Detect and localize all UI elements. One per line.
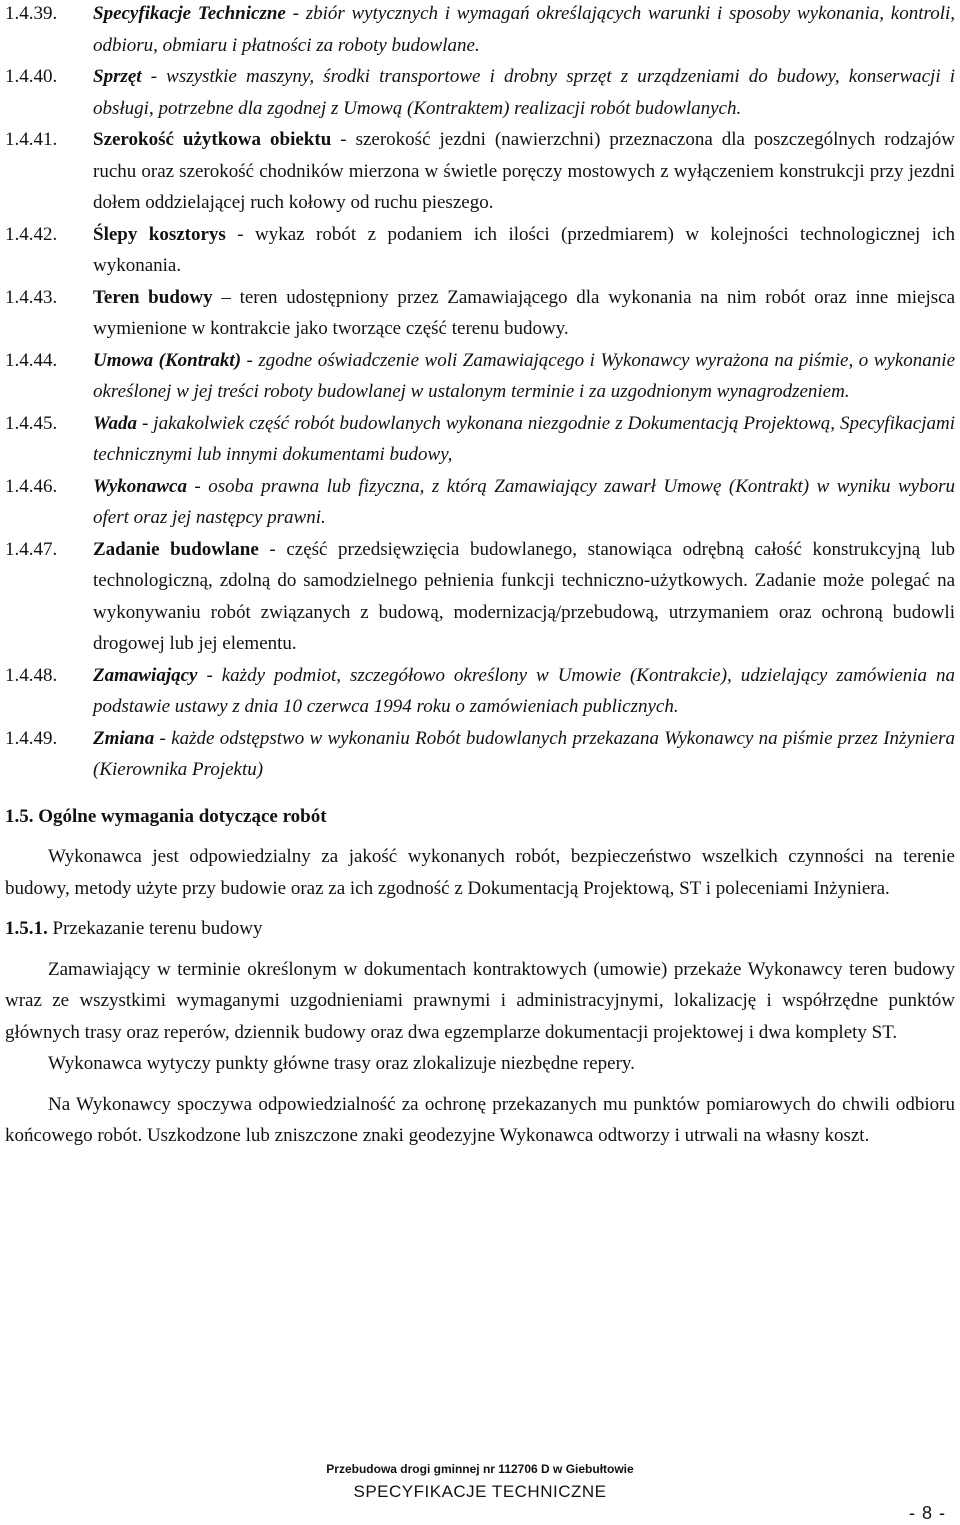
definition-text: szerokość jezdni (nawierzchni) przeznaczona dla poszczególnych rodzajów ruchu oraz szerokość chodników mierzona w świetle poręczy mostowych z wyłączeniem konstrukcji przy jezdni dołem oddzielającej ruch kołowy od ruchu pieszego. xyxy=(93,129,955,213)
definition-separator: - xyxy=(241,349,259,371)
definition-text: zgodne oświadczenie woli Zamawiającego i Wykonawcy wyrażona na piśmie, o wykonanie określonej w jej treści roboty budowlanej w ustalonym terminie i za uzgodnionym wynagrodzeniem. xyxy=(93,349,956,402)
definition-term: Umowa (Kontrakt) xyxy=(93,349,242,371)
definition-number: 1.4.41. xyxy=(5,129,58,150)
definition-separator: - xyxy=(136,412,154,434)
definition-separator: - xyxy=(197,664,222,686)
definition-number: 1.4.47. xyxy=(5,538,58,560)
definition-text: teren udostępniony przez Zamawiającego dla wykonania na nim robót oraz inne miejsca wymienione w kontrakcie jako tworzące część terenu budowy. xyxy=(93,286,955,339)
definition-number: 1.4.42. xyxy=(5,223,58,245)
definition-term: Specyfikacje Techniczne xyxy=(93,3,286,24)
page-number: - 8 - xyxy=(908,1503,946,1523)
definition-separator: - xyxy=(154,727,172,749)
definition-item xyxy=(5,124,955,219)
definition-separator: - xyxy=(331,129,356,150)
definition-text: wykaz robót z podaniem ich ilości (przedmiarem) w kolejności technologicznej ich wykonania. xyxy=(93,223,955,276)
definition-number: 1.4.43. xyxy=(5,286,58,308)
subsection-title: Przekazanie terenu budowy xyxy=(52,918,263,939)
definition-term: Zadanie budowlane xyxy=(93,538,259,560)
definition-term: Ślepy kosztorys xyxy=(93,223,226,245)
paragraph: Zamawiający w terminie określonym w dokumentach kontraktowych (umowie) przekaże Wykonawcy teren budowy wraz ze wszystkimi wymaganymi uzgodnieniami prawnymi i administracyjnymi, lokalizację i współrzędne punktów głównych trasy oraz reperów, dziennik budowy oraz dwa egzemplarze dokumentacji projektowej i dwa komplety ST. xyxy=(5,958,955,1043)
definition-term: Sprzęt xyxy=(93,66,142,87)
definition-number: 1.4.40. xyxy=(5,66,58,87)
definitions-list xyxy=(5,0,955,786)
definition-text: każde odstępstwo w wykonaniu Robót budowlanych przekazana Wykonawcy na piśmie przez Inżyniera (Kierownika Projektu) xyxy=(93,727,955,780)
definition-item xyxy=(5,471,955,534)
definition-separator: - xyxy=(258,538,287,560)
definition-item xyxy=(5,282,955,345)
section-number: 1.5. xyxy=(5,805,34,827)
section-heading xyxy=(5,801,955,833)
definition-term: Zamawiający xyxy=(93,664,198,686)
definition-separator: - xyxy=(186,475,209,497)
footer-document-title: SPECYFIKACJE TECHNICZNE xyxy=(353,1482,607,1501)
definition-separator: - xyxy=(285,3,306,24)
definition-term: Teren budowy xyxy=(93,286,213,308)
definition-item xyxy=(5,0,955,61)
definition-text: jakakolwiek część robót budowlanych wykonana niezgodnie z Dokumentacją Projektową, Specyfikacjami technicznymi lub innymi dokumentami budowy, xyxy=(93,412,956,465)
definition-text: zbiór wytycznych i wymagań określających warunki i sposoby wykonania, kontroli, odbioru, obmiaru i płatności za roboty budowlane. xyxy=(93,3,956,56)
paragraph: Wykonawca wytyczy punkty główne trasy oraz zlokalizuje niezbędne repery. xyxy=(48,1053,635,1074)
document-page xyxy=(5,0,955,1152)
footer-project-title: Przebudowa drogi gminnej nr 112706 D w Giebułtowie xyxy=(326,1462,634,1476)
section-title: Ogólne wymagania dotyczące robót xyxy=(38,805,327,827)
definition-term: Wykonawca xyxy=(93,475,187,497)
definition-item xyxy=(5,219,955,282)
definition-separator: - xyxy=(141,66,167,87)
definition-item xyxy=(5,61,955,124)
definition-separator: – xyxy=(212,286,240,308)
definition-number: 1.4.44. xyxy=(5,349,58,371)
subsection-heading xyxy=(5,913,955,945)
definition-number: 1.4.39. xyxy=(5,3,58,24)
definition-term: Zmiana xyxy=(93,727,155,749)
definition-item xyxy=(5,534,955,660)
paragraph: Na Wykonawcy spoczywa odpowiedzialność za ochronę przekazanych mu punktów pomiarowych do chwili odbioru końcowego robót. Uszkodzone lub zniszczone znaki geodezyjne Wykonawca odtworzy i utrwali na własny koszt. xyxy=(5,1093,955,1146)
definition-text: część przedsięwzięcia budowlanego, stanowiąca odrębną całość konstrukcyjną lub technologiczną, zdolną do samodzielnego pełnienia funkcji techniczno-użytkowych. Zadanie może polegać na wykonywaniu robót związanych z budową, modernizacją/przebudową, utrzymaniem oraz ochroną budowli drogowej lub jej elementu. xyxy=(93,538,955,654)
definition-text: osoba prawna lub fizyczna, z którą Zamawiający zawarł Umowę (Kontrakt) w wyniku wyboru ofert oraz jej następcy prawni. xyxy=(93,475,956,528)
definition-item xyxy=(5,408,955,471)
definition-number: 1.4.48. xyxy=(5,664,58,686)
definition-number: 1.4.49. xyxy=(5,727,58,749)
subsection-number: 1.5.1. xyxy=(5,918,48,939)
definition-item xyxy=(5,723,955,786)
section-intro-paragraph: Wykonawca jest odpowiedzialny za jakość wykonanych robót, bezpieczeństwo wszelkich czynności na terenie budowy, metody użyte przy budowie oraz za ich zgodność z Dokumentacją Projektową, ST i poleceniami Inżyniera. xyxy=(5,846,955,899)
definition-text: każdy podmiot, szczegółowo określony w Umowie (Kontrakcie), udzielający zamówienia na podstawie ustawy z dnia 10 czerwca 1994 roku o zamówieniach publicznych. xyxy=(93,664,956,717)
definition-text: wszystkie maszyny, środki transportowe i drobny sprzęt z urządzeniami do budowy, konserwacji i obsługi, potrzebne dla zgodnej z Umową (Kontraktem) realizacji robót budowlanych. xyxy=(93,66,956,119)
definition-item xyxy=(5,345,955,408)
definition-number: 1.4.45. xyxy=(5,412,58,434)
definition-item xyxy=(5,660,955,723)
definition-term: Szerokość użytkowa obiektu xyxy=(93,129,332,150)
definition-separator: - xyxy=(225,223,256,245)
definition-term: Wada xyxy=(93,412,137,434)
definition-number: 1.4.46. xyxy=(5,475,58,497)
